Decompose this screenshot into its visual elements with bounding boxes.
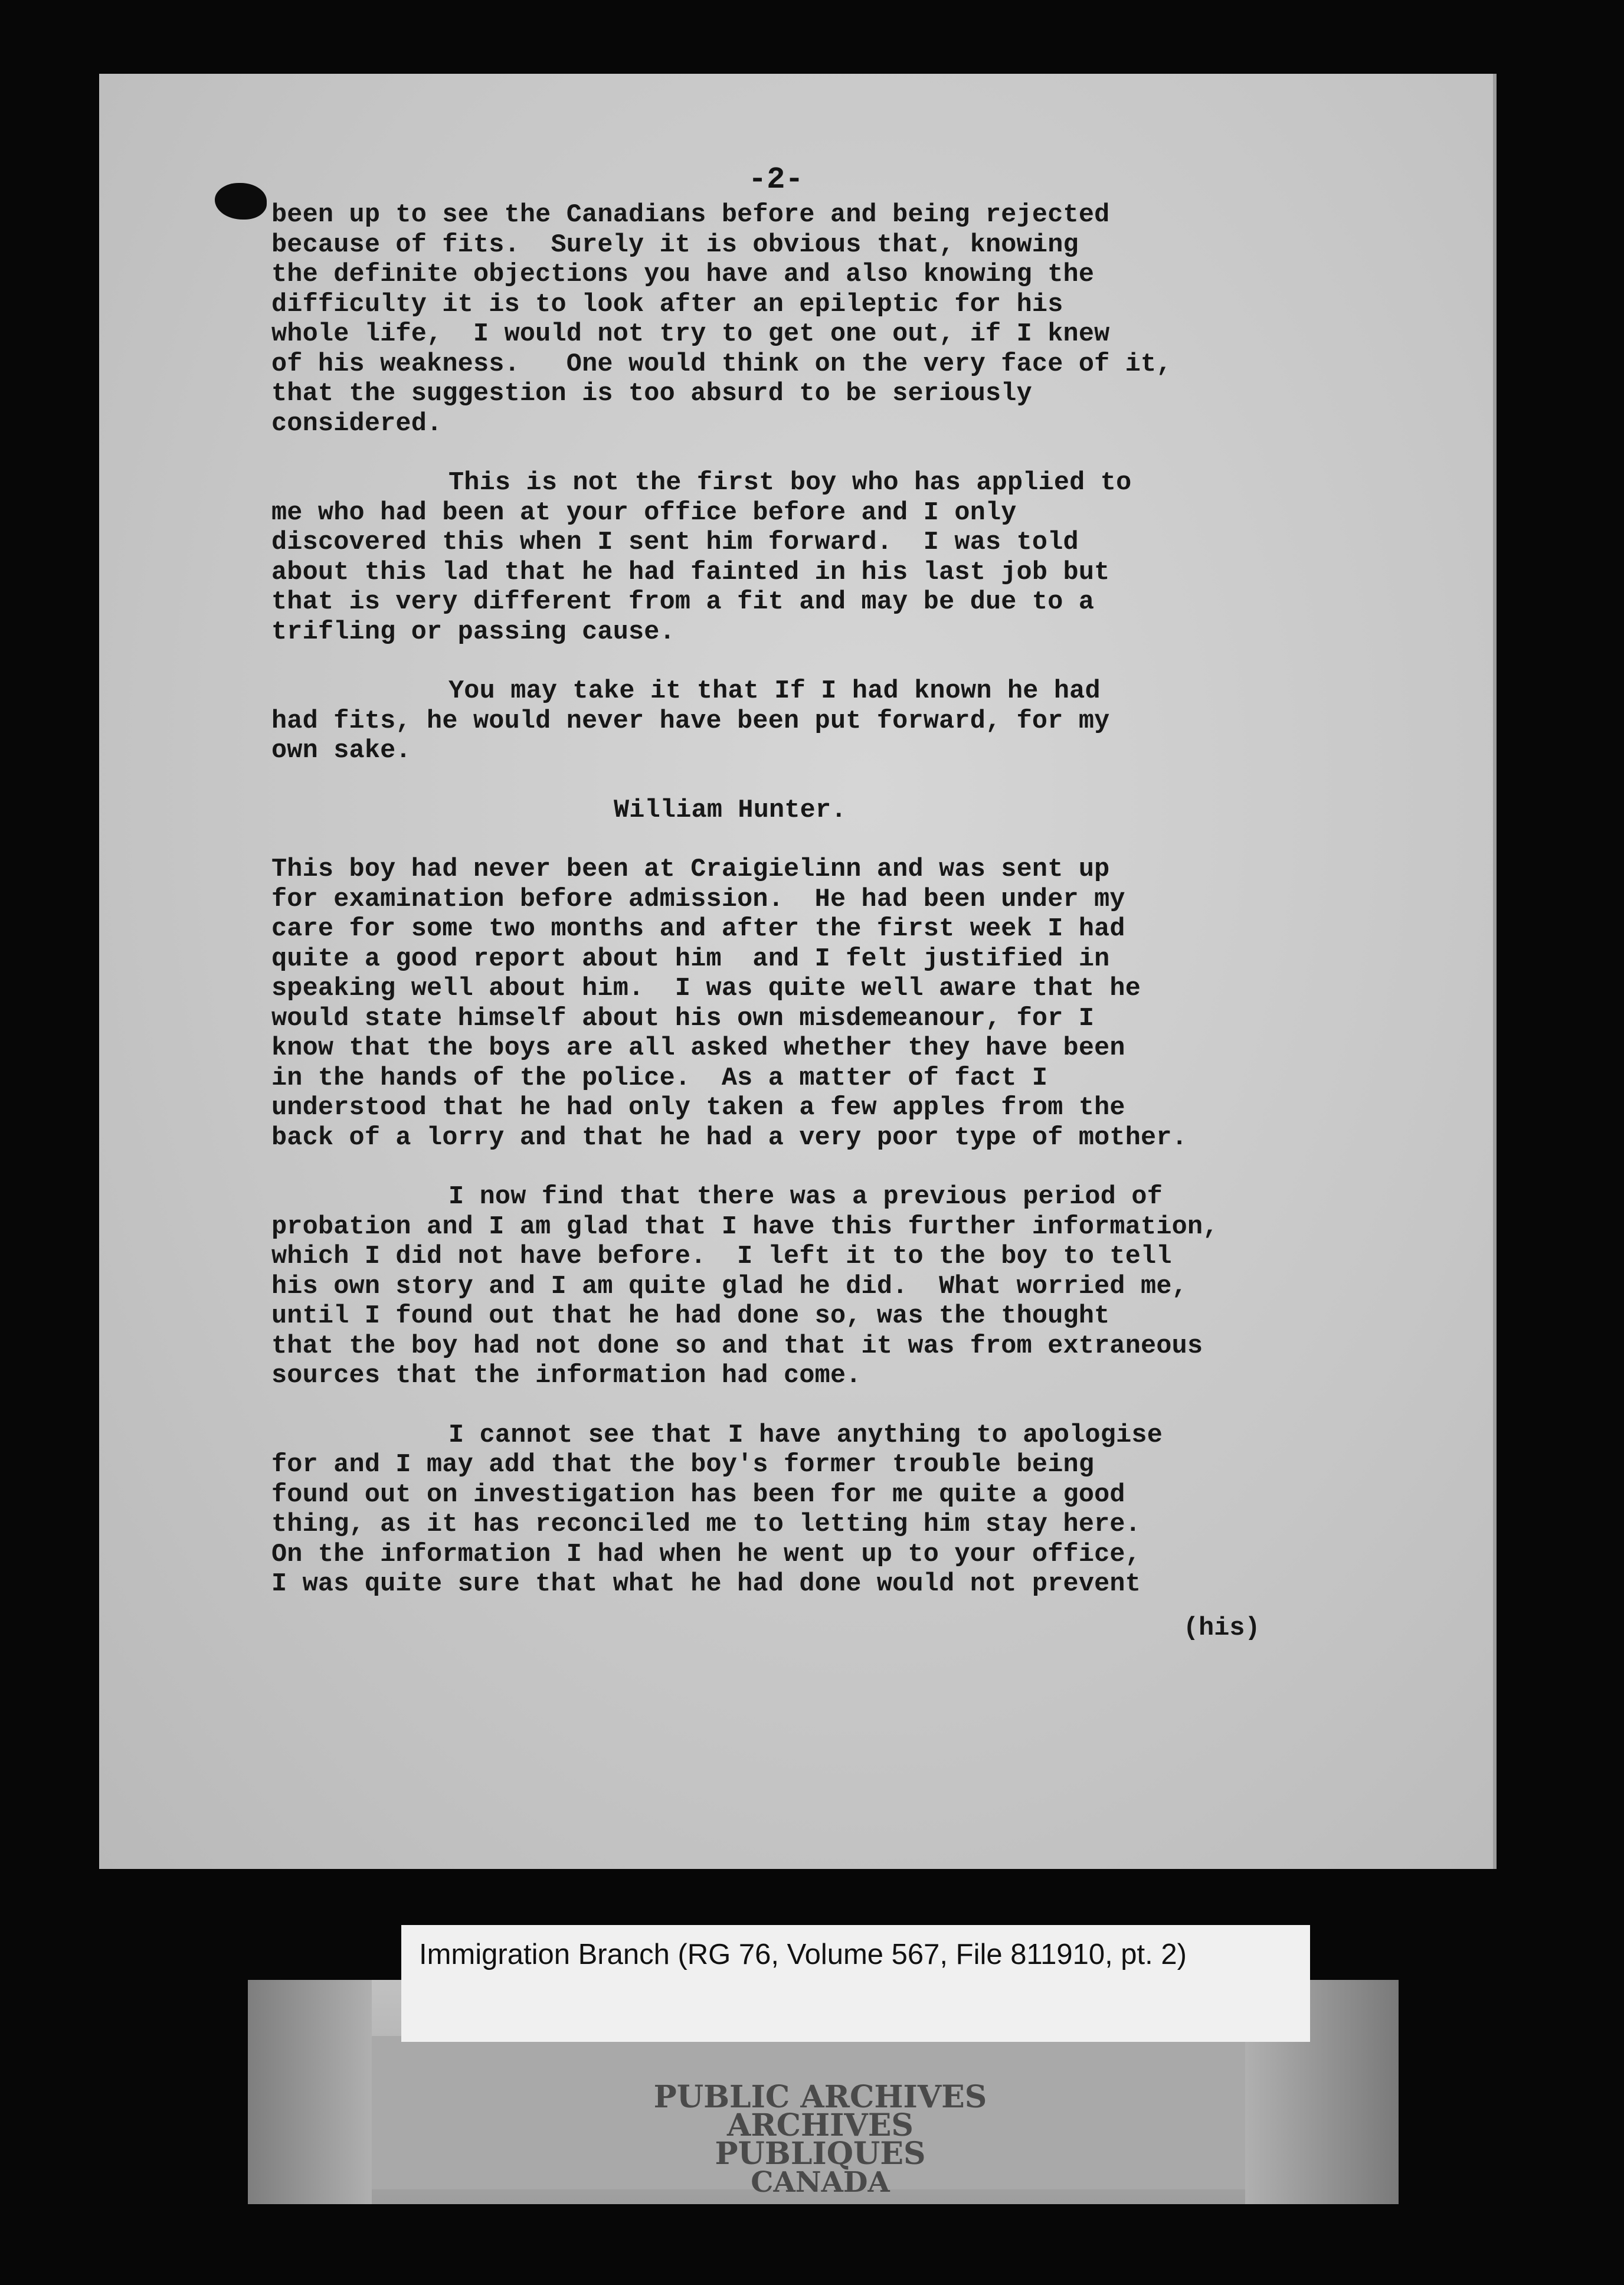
- punch-hole: [215, 183, 267, 220]
- text-line: own sake.: [271, 736, 411, 765]
- letter-paragraph: [271, 677, 1393, 767]
- text-line: care for some two months and after the first week I had: [271, 915, 1125, 944]
- text-line: the definite objections you have and also knowing the: [271, 260, 1095, 289]
- text-line: of his weakness. One would think on the very face of it,: [271, 349, 1172, 379]
- text-line: in the hands of the police. As a matter of fact I: [271, 1063, 1048, 1093]
- text-line: that the suggestion is too absurd to be seriously: [271, 379, 1032, 408]
- text-line: You may take it that If I had known he had: [448, 677, 1101, 706]
- text-line: whole life, I would not try to get one out, if I knew: [271, 320, 1110, 349]
- text-line: because of fits. Surely it is obvious that, knowing: [271, 230, 1079, 260]
- text-line: me who had been at your office before and I only: [271, 498, 1017, 528]
- stamp-line-1: PUBLIC ARCHIVES: [653, 2079, 987, 2115]
- text-line: would state himself about his own misdemeanour, for I: [271, 1004, 1095, 1033]
- text-line: had fits, he would never have been put forward, for my: [271, 706, 1110, 736]
- text-line: This boy had never been at Craigielinn and was sent up: [271, 855, 1110, 884]
- text-line: been up to see the Canadians before and being rejected: [271, 201, 1110, 230]
- text-line: which I did not have before. I left it to the boy to tell: [271, 1242, 1172, 1271]
- text-line: This is not the first boy who has applied to: [448, 469, 1132, 497]
- text-line: his own story and I am quite glad he did. What worried me,: [271, 1272, 1187, 1301]
- text-line: I was quite sure that what he had done would not prevent: [271, 1570, 1141, 1599]
- letter-paragraph: [271, 201, 1393, 439]
- text-line: trifling or passing cause.: [271, 617, 675, 647]
- text-line: back of a lorry and that he had a very poor type of mother.: [271, 1123, 1187, 1153]
- page-number: -2-: [748, 162, 804, 197]
- text-line: understood that he had only taken a few apples from the: [271, 1094, 1125, 1122]
- continuation-word: (his): [1183, 1614, 1260, 1643]
- letter-paragraph: [271, 469, 1393, 647]
- text-line: that is very different from a fit and may be due to a: [271, 588, 1095, 617]
- text-line: I now find that there was a previous period of: [448, 1183, 1163, 1212]
- text-line: considered.: [271, 409, 443, 438]
- text-line: found out on investigation has been for me quite a good: [271, 1480, 1125, 1510]
- public-archives-stamp: [620, 2079, 1021, 2199]
- text-line: I cannot see that I have anything to apologise: [448, 1420, 1163, 1450]
- text-line: On the information I had when he went up to your office,: [271, 1540, 1141, 1569]
- text-line: probation and I am glad that I have this further information,: [271, 1212, 1219, 1242]
- section-heading: [271, 796, 1393, 826]
- letter-paragraph: [271, 1183, 1393, 1392]
- letter-paragraph: [271, 855, 1393, 1153]
- stamp-line-2: ARCHIVES PUBLIQUES: [715, 2107, 926, 2172]
- text-line: thing, as it has reconciled me to letting him stay here.: [271, 1510, 1141, 1539]
- text-line: sources that the information had come.: [271, 1361, 862, 1390]
- letter-body: [271, 201, 1393, 1600]
- text-line: William Hunter.: [614, 796, 847, 825]
- text-line: discovered this when I sent him forward. I was told: [271, 528, 1079, 557]
- text-line: for and I may add that the boy's former trouble being: [271, 1451, 1095, 1479]
- text-line: difficulty it is to look after an epileptic for his: [271, 290, 1063, 319]
- text-line: speaking well about him. I was quite well aware that he: [271, 974, 1141, 1003]
- text-line: quite a good report about him and I felt justified in: [271, 944, 1110, 974]
- text-line: that the boy had not done so and that it was from extraneous: [271, 1331, 1203, 1361]
- text-line: for examination before admission. He had been under my: [271, 885, 1125, 914]
- text-line: until I found out that he had done so, was the thought: [271, 1302, 1110, 1331]
- stamp-line-3: CANADA: [751, 2166, 890, 2199]
- archive-reference-text: Immigration Branch (RG 76, Volume 567, File 811910, pt. 2): [419, 1939, 1187, 1970]
- archive-reference-label: [401, 1925, 1310, 2042]
- letter-paragraph: [271, 1421, 1393, 1600]
- text-line: about this lad that he had fainted in his last job but: [271, 558, 1110, 587]
- text-line: know that the boys are all asked whether they have been: [271, 1034, 1125, 1063]
